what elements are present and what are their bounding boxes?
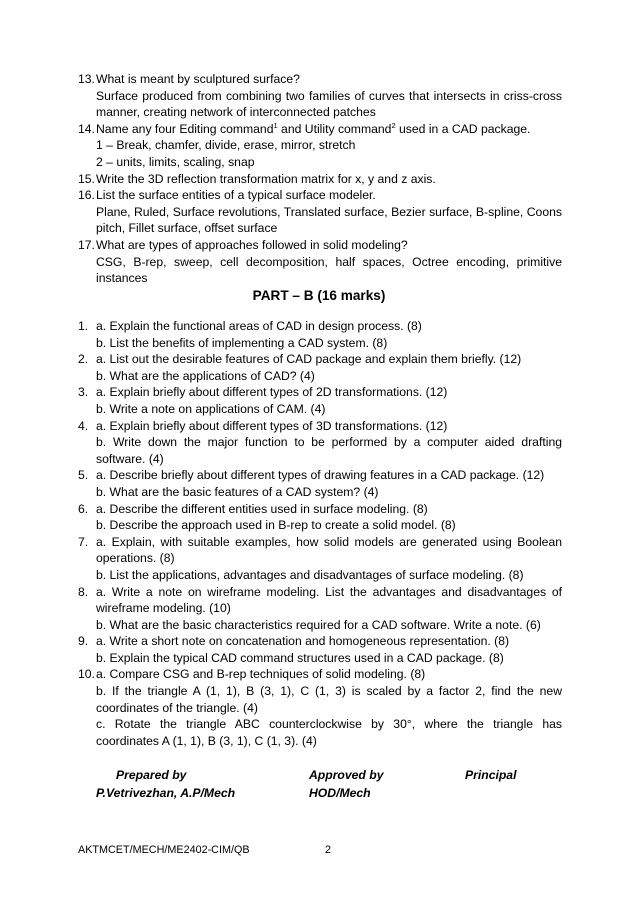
question-subpart: a. Explain, with suitable examples, how solid models are generated using Boolean operations. (8) (96, 534, 562, 566)
question-number: 14. (78, 121, 95, 136)
question-number: 9. (78, 634, 89, 649)
approved-by-name: HOD/Mech (309, 786, 371, 800)
question-number: 1. (78, 319, 89, 333)
question-subpart: a. Describe the different entities used in surface modeling. (8) (96, 501, 428, 516)
question-number: 16. (78, 188, 95, 203)
part-b-question (78, 418, 562, 468)
question-text: What is meant by sculptured surface? (96, 72, 300, 86)
answer-line: 2 – units, limits, scaling, snap (96, 154, 255, 169)
question-number: 6. (78, 501, 89, 516)
part-b-question (78, 584, 562, 634)
question-subpart: a. List out the desirable features of CAD package and explain them briefly. (12) (96, 352, 522, 367)
question-number: 8. (78, 584, 89, 599)
question-subpart: b. Write a note on applications of CAM. (4) (96, 401, 326, 416)
question-text: Name any four Editing command$^1$ and Utility command$^2$ used in a CAD package. (96, 120, 531, 136)
part-b-title: PART – B (16 marks) (252, 288, 386, 303)
question-number: 5. (78, 468, 89, 483)
prepared-by-label: Prepared by (116, 768, 187, 782)
question-14 (78, 121, 562, 171)
part-b-question (78, 534, 562, 584)
part-b-question (78, 318, 562, 351)
part-b-question (78, 467, 562, 500)
question-16 (78, 187, 562, 237)
principal-label: Principal (465, 768, 517, 782)
question-subpart: b. Write down the major function to be performed by a computer aided drafting software. (4) (96, 435, 562, 466)
question-15 (78, 171, 562, 188)
answer-text: CSG, B-rep, sweep, cell decomposition, half spaces, Octree encoding, primitive instances (96, 254, 562, 286)
question-subpart: a. Explain the functional areas of CAD in design process. (8) (96, 319, 422, 333)
question-text: Write the 3D reflection transformation matrix for x, y and z axis. (96, 171, 436, 186)
question-number: 7. (78, 534, 89, 549)
question-13 (78, 71, 562, 121)
prepared-by-name: P.Vetrivezhan, A.P/Mech (96, 786, 236, 800)
question-number: 15. (78, 171, 95, 186)
question-subpart: b. What are the applications of CAD? (4) (96, 368, 315, 383)
question-subpart: b. Describe the approach used in B-rep to create a solid model. (8) (96, 518, 456, 533)
part-b-question (78, 351, 562, 384)
page-number: 2 (325, 844, 332, 856)
question-subpart: a. Write a short note on concatenation and homogeneous representation. (8) (96, 634, 510, 649)
question-subpart: a. Write a note on wireframe modeling. List the advantages and disadvantages of wireframe modeling. (10) (96, 584, 562, 616)
footer-code: AKTMCET/MECH/ME2402-CIM/QB (78, 844, 250, 856)
answer-text: Plane, Ruled, Surface revolutions, Translated surface, Bezier surface, B-spline, Coons pitch, Fillet surface, offset surface (96, 204, 562, 236)
question-subpart: b. What are the basic characteristics required for a CAD software. Write a note. (6) (96, 617, 541, 632)
question-number: 2. (78, 352, 89, 367)
part-b-questions (78, 318, 562, 749)
part-a-questions (78, 71, 562, 287)
question-subpart: c. Rotate the triangle ABC counterclockwise by 30°, where the triangle has coordinates A (1, 1), B (3, 1), C (1, 3). (4) (96, 717, 562, 748)
question-subpart: a. Explain briefly about different types of 2D transformations. (12) (96, 385, 448, 400)
question-subpart: a. Compare CSG and B-rep techniques of solid modeling. (8) (96, 667, 426, 682)
question-text: What are types of approaches followed in solid modeling? (96, 237, 408, 252)
question-subpart: b. If the triangle A (1, 1), B (3, 1), C (1, 3) is scaled by a factor 2, find the new coordinates of the triangle. (4) (96, 684, 562, 715)
part-b-question (78, 666, 562, 749)
part-b-question (78, 384, 562, 417)
question-number: 3. (78, 385, 89, 400)
question-number: 4. (78, 418, 89, 433)
question-subpart: a. Describe briefly about different types of drawing features in a CAD package. (12) (96, 468, 545, 483)
question-subpart: b. What are the basic features of a CAD system? (4) (96, 484, 379, 499)
approved-by-label: Approved by (309, 768, 384, 782)
answer-line: 1 – Break, chamfer, divide, erase, mirror, stretch (96, 138, 356, 153)
part-b-question (78, 501, 562, 534)
question-subpart: b. List the applications, advantages and disadvantages of surface modeling. (8) (96, 567, 524, 582)
part-b-question (78, 633, 562, 666)
question-subpart: b. List the benefits of implementing a CAD system. (8) (96, 335, 388, 350)
answer-text: Surface produced from combining two families of curves that intersects in criss-cross manner, creating network of interconnected patches (96, 88, 562, 120)
question-17 (78, 237, 562, 287)
question-number: 13. (78, 72, 95, 86)
question-text: List the surface entities of a typical surface modeler. (96, 188, 376, 203)
question-subpart: b. Explain the typical CAD command structures used in a CAD package. (8) (96, 650, 504, 665)
question-number: 17. (78, 237, 95, 252)
question-number: 10. (78, 667, 95, 682)
question-subpart: a. Explain briefly about different types of 3D transformations. (12) (96, 418, 448, 433)
